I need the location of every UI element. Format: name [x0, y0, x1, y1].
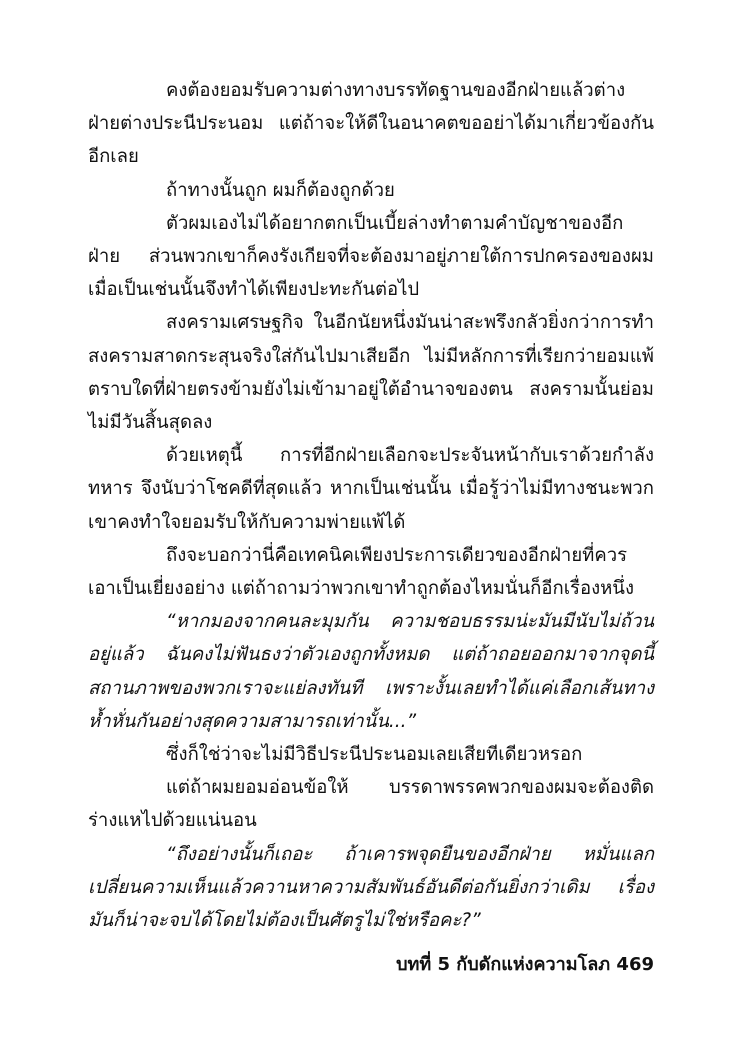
- paragraph: คงต้องยอมรับความต่างทางบรรทัดฐานของอีกฝ่ายแล้วต่างฝ่ายต่างประนีประนอม แต่ถ้าจะให้ดีในอนาคตขออย่าได้มาเกี่ยวข้องกันอีกเลย: [88, 80, 654, 168]
- page-footer: [88, 950, 654, 980]
- paragraph: สงครามเศรษฐกิจ ในอีกนัยหนึ่งมันน่าสะพรึงกลัวยิ่งกว่าการทำสงครามสาดกระสุนจริงใส่กันไปมาเสียอีก ไม่มีหลักการที่เรียกว่ายอมแพ้ ตราบใดที่ฝ่ายตรงข้ามยังไม่เข้ามาอยู่ใต้อำนาจของตน สงครามนั้นย่อมไม่มีวันสิ้นสุดลง: [88, 312, 654, 434]
- dialogue-quote: “ถึงอย่างนั้นก็เถอะ ถ้าเคารพจุดยืนของอีกฝ่าย หมั่นแลกเปลี่ยนความเห็นแล้วควานหาความสัมพันธ์อันดีต่อกันยิ่งกว่าเดิม เรื่องมันก็น่าจะจบได้โดยไม่ต้องเป็นศัตรูไม่ใช่หรือคะ?”: [88, 843, 654, 932]
- page-body: [88, 74, 654, 937]
- dialogue-quote: “หากมองจากคนละมุมกัน ความชอบธรรมน่ะมันมีนับไม่ถ้วนอยู่แล้ว ฉันคงไม่ฟันธงว่าตัวเองถูกทั้งหมด แต่ถ้าถอยออกมาจากจุดนี้ สถานภาพของพวกเราจะแย่ลงทันที เพราะงั้นเลยทำได้แค่เลือกเส้นทางห้ำหั่นกันอย่างสุดความสามารถเท่านั้น...”: [88, 611, 654, 732]
- paragraph: แต่ถ้าผมยอมอ่อนข้อให้ บรรดาพรรคพวกของผมจะต้องติดร่างแหไปด้วยแน่นอน: [88, 777, 654, 832]
- chapter-and-page-number: บทที่ 5 กับดักแห่งความโลภ 469: [396, 954, 654, 975]
- paragraph: ถึงจะบอกว่านี่คือเทคนิคเพียงประการเดียวของอีกฝ่ายที่ควรเอาเป็นเยี่ยงอย่าง แต่ถ้าถามว่าพวกเขาทำถูกต้องไหมนั่นก็อีกเรื่องหนึ่ง: [88, 544, 634, 600]
- paragraph: ถ้าทางนั้นถูก ผมก็ต้องถูกด้วย: [166, 179, 395, 201]
- paragraph: ซึ่งก็ใช่ว่าจะไม่มีวิธีประนีประนอมเลยเสียทีเดียวหรอก: [166, 744, 583, 766]
- paragraph: ด้วยเหตุนี้ การที่อีกฝ่ายเลือกจะประจันหน้ากับเราด้วยกำลังทหาร จึงนับว่าโชคดีที่สุดแล้ว หากเป็นเช่นนั้น เมื่อรู้ว่าไม่มีทางชนะพวกเขาคงทำใจยอมรับให้กับความพ่ายแพ้ได้: [88, 445, 654, 533]
- paragraph: ตัวผมเองไม่ได้อยากตกเป็นเบี้ยล่างทำตามคำบัญชาของอีกฝ่าย ส่วนพวกเขาก็คงรังเกียจที่จะต้องมาอยู่ภายใต้การปกครองของผม เมื่อเป็นเช่นนั้นจึงทำได้เพียงปะทะกันต่อไป: [88, 212, 654, 301]
